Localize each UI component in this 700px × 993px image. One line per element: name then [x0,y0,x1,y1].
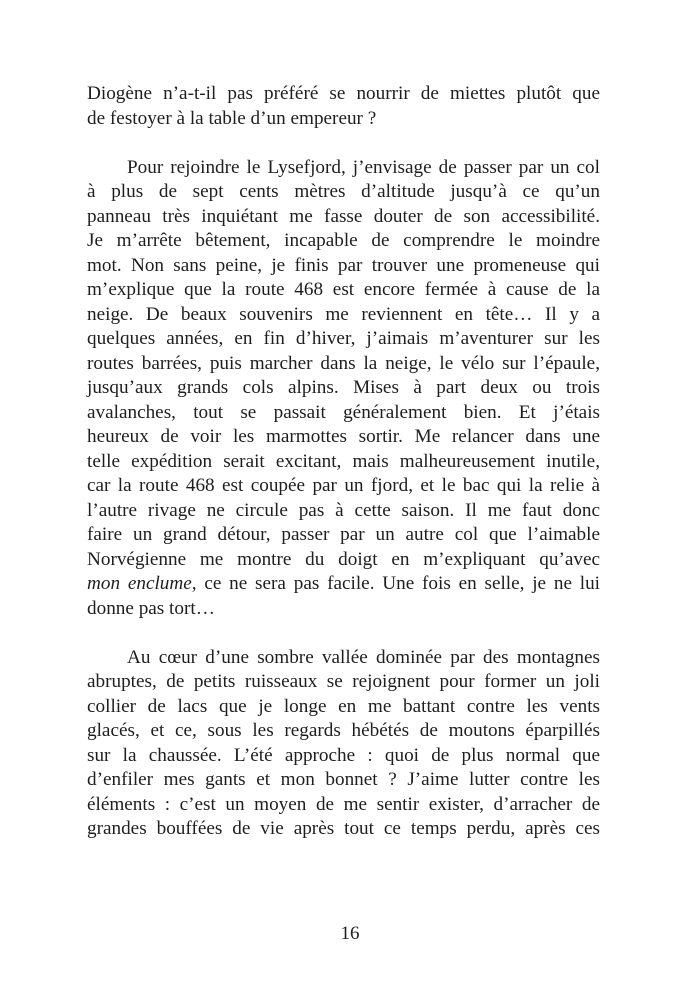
text-line: grandes bouffées de vie après tout ce temps perdu, après ces [87,818,600,839]
body-text [87,82,600,866]
line-rest: , ce ne sera pas facile. Une fois en selle, je ne lui [191,573,601,594]
text-line: de festoyer à la table d’un empereur ? [87,107,377,129]
paragraph [87,82,600,131]
text-line: glacés, et ce, sous les regards hébétés de moutons éparpillés [87,720,600,741]
text-line: mot. Non sans peine, je finis par trouver une promeneuse qui [87,254,600,276]
text-line: abruptes, de petits ruisseaux se rejoignent pour former un joli [87,671,600,692]
text-line: avalanches, tout se passait généralement bien. Et j’étais [87,401,600,423]
text-line: collier de lacs que je longe en me battant contre les vents [87,695,600,717]
text-line: sur la chaussée. L’été approche : quoi de plus normal que [87,744,600,766]
paragraph [87,156,600,622]
text-line: à plus de sept cents mètres d’altitude jusqu’à ce qu’un [87,181,600,202]
text-line [87,572,600,597]
text-line: telle expédition serait excitant, mais malheureusement inutile, [87,450,600,472]
text-line: routes barrées, puis marcher dans la neige, le vélo sur l’épaule, [87,352,600,374]
italic-phrase: mon enclume [87,573,192,594]
text-line: Je m’arrête bêtement, incapable de comprendre le moindre [87,230,600,251]
text-line: d’enfiler mes gants et mon bonnet ? J’aime lutter contre les [87,769,600,790]
text-line: jusqu’aux grands cols alpins. Mises à part deux ou trois [87,377,600,398]
text-line: l’autre rivage ne circule pas à cette saison. Il me faut donc [87,499,600,521]
text-line: Au cœur d’une sombre vallée dominée par des montagnes [127,646,600,668]
text-line: éléments : c’est un moyen de me sentir exister, d’arracher de [87,793,600,815]
text-line: neige. De beaux souvenirs me reviennent en tête… Il y a [87,303,600,325]
text-line: faire un grand détour, passer par un autre col que l’aimable [87,524,600,545]
text-line: panneau très inquiétant me fasse douter de son accessibilité. [87,205,600,227]
text-line: m’explique que la route 468 est encore fermée à cause de la [87,279,600,300]
text-line: car la route 468 est coupée par un fjord, et le bac qui la relie à [87,475,600,496]
page-number: 16 [340,923,360,944]
text-line: Pour rejoindre le Lysefjord, j’envisage de passer par un col [127,156,600,178]
text-line: heureux de voir les marmottes sortir. Me relancer dans une [87,426,600,447]
text-line: Norvégienne me montre du doigt en m’expliquant qu’avec [87,548,600,570]
paragraph [87,646,600,842]
text-line: quelques années, en fin d’hiver, j’aimais m’aventurer sur les [87,328,600,349]
text-line: donne pas tort… [87,597,215,619]
text-line: Diogène n’a-t-il pas préféré se nourrir de miettes plutôt que [87,83,600,104]
